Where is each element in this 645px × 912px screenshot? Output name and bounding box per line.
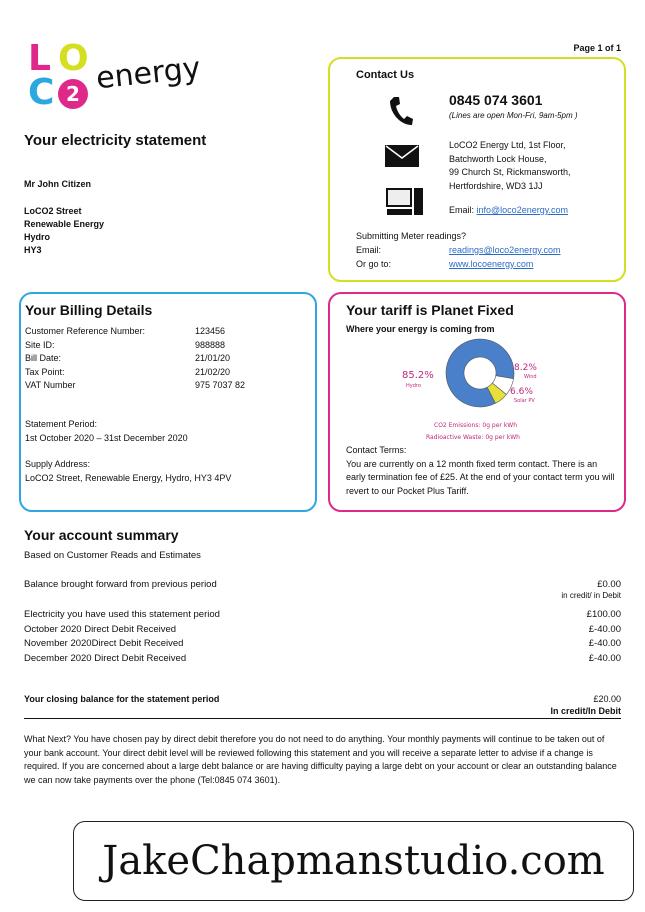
computer-icon <box>386 187 424 222</box>
statement-period-label: Statement Period: <box>25 419 98 429</box>
billing-field-label: Customer Reference Number: <box>25 326 146 336</box>
billing-field-label: VAT Number <box>25 380 76 390</box>
supply-address-value: LoCO2 Street, Renewable Energy, Hydro, HY3 4PV <box>25 472 232 483</box>
summary-credit-note: in credit/ in Debit <box>561 591 621 600</box>
contact-phone[interactable]: 0845 074 3601 <box>449 92 543 108</box>
energy-mix-pie-chart <box>390 336 570 446</box>
logo-letter-l: L <box>28 38 51 79</box>
tariff-terms-label: Contact Terms: <box>346 445 407 455</box>
waste-note: Radioactive Waste: 0g per kWh <box>426 434 520 441</box>
billing-field-value: 123456 <box>195 326 226 336</box>
contact-phone-note: (Lines are open Mon-Fri, 9am-5pm ) <box>449 111 578 120</box>
tariff-terms <box>346 444 618 498</box>
contact-email-row <box>449 205 568 215</box>
contact-email-link[interactable]: info@loco2energy.com <box>476 205 569 215</box>
billing-field-label: Bill Date: <box>25 353 62 363</box>
contact-address <box>449 139 571 193</box>
billing-field-row <box>25 352 285 366</box>
contact-address-line: 99 Church St, Rickmansworth, <box>449 167 571 177</box>
statement-title: Your electricity statement <box>24 132 207 149</box>
loco2-logo <box>28 38 203 113</box>
customer-name: Mr John Citizen <box>24 179 91 189</box>
billing-box <box>19 292 317 512</box>
watermark: JakeChapmanstudio.com <box>73 821 634 901</box>
closing-balance-note: In credit/In Debit <box>550 706 621 716</box>
summary-row-value: £-40.00 <box>588 623 621 635</box>
meter-email-label: Email: <box>356 245 382 255</box>
statement-period <box>25 418 188 445</box>
contact-address-line: LoCO2 Energy Ltd, 1st Floor, <box>449 140 566 150</box>
supply-address <box>25 458 231 485</box>
billing-field-value: 21/02/20 <box>195 366 231 377</box>
summary-row-label: Balance brought forward from previous period <box>24 579 217 590</box>
billing-field-row <box>25 379 285 393</box>
customer-address-line: HY3 <box>24 245 42 255</box>
closing-balance-value: £20.00 <box>593 694 621 704</box>
summary-row-value: £100.00 <box>586 609 621 620</box>
statement-period-value: 1st October 2020 – 31st December 2020 <box>25 432 188 443</box>
contact-address-line: Hertfordshire, WD3 1JJ <box>449 180 543 191</box>
billing-field-value: 21/01/20 <box>195 353 231 363</box>
footer-text: What Next? You have chosen pay by direct debit therefore you do not need to do anything. Your monthly payments will continue to be taken out of your bank account. Your direct debit level will be reviewed following this statement and you will receive a separate letter to advise if a change is required. If you are concerned about a large debt balance or are having difficulty paying a large debt on your account or clear an outstanding balance we can now take payments over the phone (Tel:0845 074 3601). <box>24 734 617 785</box>
billing-field-label: Site ID: <box>25 339 55 350</box>
contact-email-label: Email: <box>449 205 475 215</box>
contact-heading: Contact Us <box>356 69 415 81</box>
billing-field-row <box>25 325 285 339</box>
meter-web-link[interactable]: www.locoenergy.com <box>449 259 534 269</box>
contact-address-line: Batchworth Lock House, <box>449 153 547 164</box>
envelope-icon <box>385 145 419 172</box>
summary-divider <box>24 718 621 719</box>
summary-row-label: October 2020 Direct Debit Received <box>24 623 177 635</box>
supply-address-label: Supply Address: <box>25 459 91 469</box>
logo-letter-o: O <box>58 38 89 79</box>
tariff-terms-text: You are currently on a 12 month fixed term contact. There is an early termination fee of £25. At the end of your contact term you will revert to our Pocket Plus Tariff. <box>346 458 615 496</box>
logo-wordmark: energy <box>94 50 203 97</box>
summary-row <box>24 608 621 623</box>
meter-web-label: Or go to: <box>356 259 392 269</box>
billing-fields <box>25 325 285 393</box>
pie-label-hydro: 85.2% <box>402 370 434 381</box>
summary-row-value: £-40.00 <box>588 638 621 649</box>
tariff-subheading: Where your energy is coming from <box>346 324 495 334</box>
summary-row-label: December 2020 Direct Debit Received <box>24 652 187 664</box>
summary-row-label: Electricity you have used this statement period <box>24 609 220 620</box>
pie-label-wind: 8.2% <box>514 363 537 373</box>
summary-row-brought-forward <box>24 579 621 590</box>
customer-address-line: Hydro <box>24 232 51 242</box>
summary-row <box>24 652 621 667</box>
phone-icon <box>388 95 414 132</box>
billing-field-value: 975 7037 82 <box>195 380 246 390</box>
tariff-box <box>328 292 626 512</box>
logo-letter-c: C <box>28 72 55 113</box>
pie-label-solar: 6.6% <box>510 387 533 397</box>
customer-block <box>24 178 104 257</box>
page-indicator: Page 1 of 1 <box>573 43 621 53</box>
meter-heading: Submitting Meter readings? <box>356 231 467 241</box>
summary-subheading: Based on Customer Reads and Estimates <box>24 550 201 561</box>
summary-row <box>24 637 621 652</box>
summary-row <box>24 623 621 638</box>
pie-series-wind: Wind <box>524 374 537 380</box>
summary-row-label: November 2020Direct Debit Received <box>24 638 184 649</box>
meter-email-link[interactable]: readings@loco2energy.com <box>449 245 561 255</box>
billing-field-label: Tax Point: <box>25 366 65 377</box>
contact-box <box>328 57 626 282</box>
pie-series-solar: Solar PV <box>514 398 535 404</box>
billing-field-value: 988888 <box>195 339 226 350</box>
billing-heading: Your Billing Details <box>25 302 153 318</box>
logo-two-badge: 2 <box>58 79 88 109</box>
summary-row-value: £-40.00 <box>588 652 621 664</box>
closing-balance <box>24 694 621 716</box>
pie-series-hydro: Hydro <box>406 383 421 389</box>
summary-row-value: £0.00 <box>597 579 621 590</box>
co2-note: CO2 Emissions: 0g per kWh <box>434 422 518 429</box>
tariff-heading: Your tariff is Planet Fixed <box>346 302 514 318</box>
billing-field-row <box>25 366 285 380</box>
summary-table <box>24 579 621 666</box>
summary-heading: Your account summary <box>24 527 179 543</box>
customer-address-line: Renewable Energy <box>24 219 105 229</box>
billing-field-row <box>25 339 285 353</box>
closing-balance-label: Your closing balance for the statement period <box>24 694 220 704</box>
customer-address-line: LoCO2 Street <box>24 206 82 216</box>
